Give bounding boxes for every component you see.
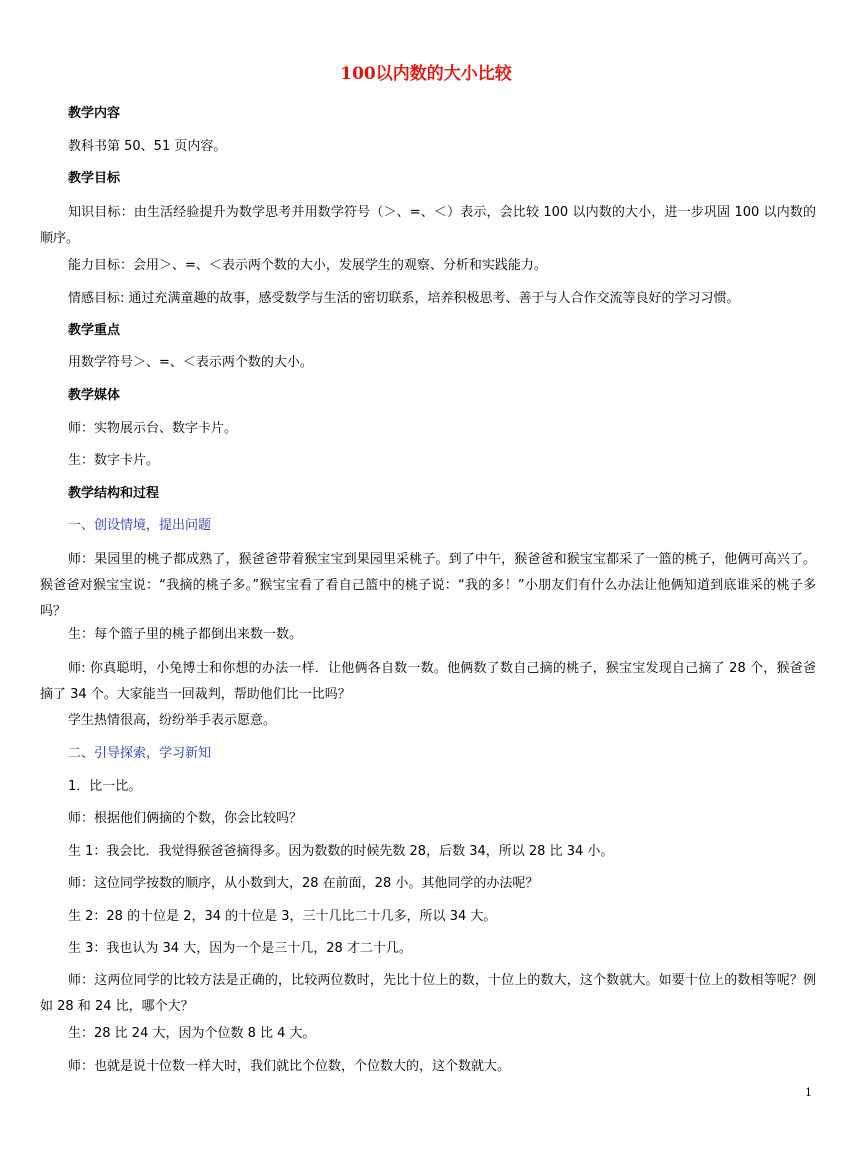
section-heading-media: 教学媒体	[68, 388, 121, 403]
paragraph-5: 1．比一比。	[68, 779, 142, 794]
content-text: 教科书第 50、51 页内容。	[68, 139, 227, 154]
paragraph-3: 师: 你真聪明，小兔博士和你想的办法一样．让他俩各自数一数。他俩数了数自己摘的桃子，猴宝宝发现自己摘了 28 个，猴爸爸摘了 34 个。大家能当一回裁判，帮助他们比一比吗？	[40, 661, 816, 702]
media-student: 生：数字卡片。	[68, 453, 160, 468]
section-heading-content: 教学内容	[68, 106, 121, 121]
paragraph-6: 师：根据他们俩摘的个数，你会比较吗？	[68, 811, 303, 826]
goal-emotion: 情感目标: 通过充满童趣的故事，感受数学与生活的密切联系，培养积极思考、善于与人合作交流等良好的学习习惯。	[68, 291, 740, 306]
section-heading-key: 教学重点	[68, 323, 121, 338]
media-teacher: 师：实物展示台、数字卡片。	[68, 421, 238, 436]
section-heading-process: 教学结构和过程	[68, 486, 160, 501]
page-number: 1	[805, 1086, 812, 1099]
paragraph-2: 生：每个篮子里的桃子都倒出来数一数。	[68, 627, 303, 642]
goal-knowledge: 知识目标：由生活经验提升为数学思考并用数学符号（＞、=、＜）表示，会比较 100 以内数的大小，进一步巩固 100 以内数的顺序。	[40, 205, 816, 246]
key-text: 用数学符号＞、=、＜表示两个数的大小。	[68, 355, 313, 370]
goal-ability: 能力目标：会用＞、=、＜表示两个数的大小，发展学生的观察、分析和实践能力。	[68, 258, 547, 273]
part1-heading: 一、创设情境，提出问题	[68, 518, 212, 533]
paragraph-1: 师：果园里的桃子都成熟了，猴爸爸带着猴宝宝到果园里采桃子。到了中午，猴爸爸和猴宝宝都采了一篮的桃子，他俩可高兴了。猴爸爸对猴宝宝说：“我摘的桃子多。”猴宝宝看了看自己篮中的桃子说：“我的多！”小朋友们有什么办法让他俩知道到底谁采的桃子多吗？	[40, 552, 816, 619]
page-title: 100以内数的大小比较	[340, 64, 512, 84]
paragraph-13: 师：也就是说十位数一样大时，我们就比个位数，个位数大的，这个数就大。	[68, 1059, 511, 1074]
paragraph-7: 生 1：我会比．我觉得猴爸爸摘得多。因为数数的时候先数 28，后数 34，所以 28 比 34 小。	[68, 844, 614, 859]
paragraph-10: 生 3：我也认为 34 大，因为一个是三十几，28 才二十几。	[68, 941, 412, 956]
paragraph-4: 学生热情很高，纷纷举手表示愿意。	[68, 713, 277, 728]
section-heading-goals: 教学目标	[68, 171, 121, 186]
paragraph-9: 生 2：28 的十位是 2，34 的十位是 3，三十几比二十几多，所以 34 大。	[68, 909, 497, 924]
part2-heading: 二、引导探索，学习新知	[68, 746, 212, 761]
paragraph-8: 师：这位同学按数的顺序，从小数到大，28 在前面，28 小。其他同学的办法呢？	[68, 876, 539, 891]
paragraph-11: 师：这两位同学的比较方法是正确的，比较两位数时，先比十位上的数，十位上的数大，这个数就大。如要十位上的数相等呢？例如 28 和 24 比，哪个大？	[40, 973, 816, 1014]
paragraph-12: 生：28 比 24 大，因为个位数 8 比 4 大。	[68, 1026, 316, 1041]
